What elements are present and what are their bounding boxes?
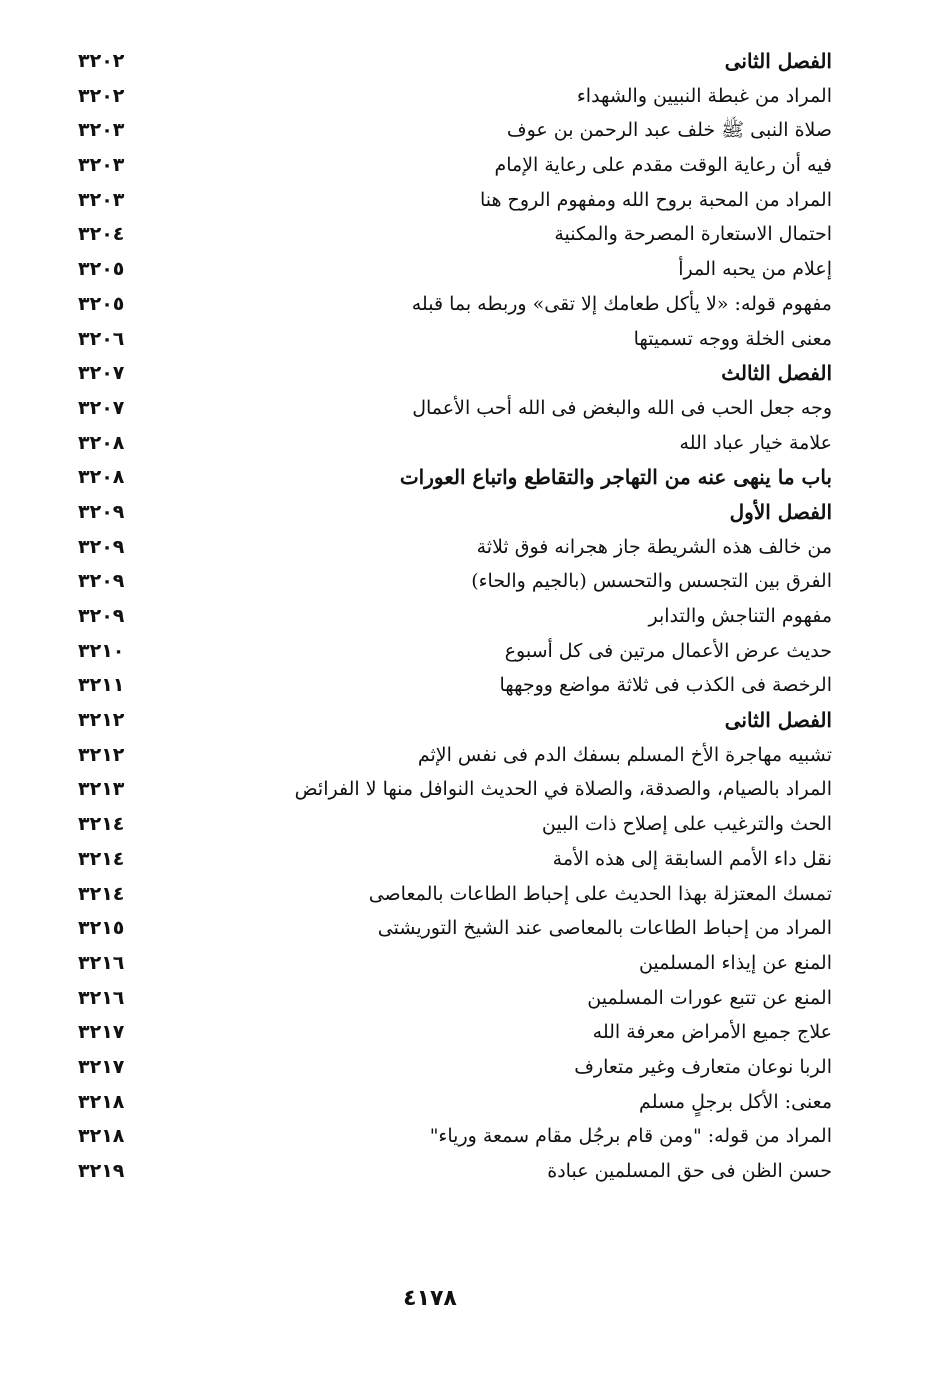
entry-page-number: ٣٢٠٣: [78, 154, 125, 177]
entry-page-number: ٣٢٠٨: [78, 466, 125, 489]
entry-title: الربا نوعان متعارف وغير متعارف: [574, 1055, 832, 1078]
toc-entry: [70, 981, 832, 1016]
entry-title: المنع عن تتبع عورات المسلمين: [587, 986, 832, 1009]
entry-page-number: ٣٢١٩: [78, 1160, 125, 1182]
entry-page-number: ٣٢٠٩: [78, 500, 125, 523]
entry-page-number: ٣٢٠٣: [78, 119, 125, 142]
entry-title: باب ما ينهى عنه من التهاجر والتقاطع واتباع العورات: [399, 465, 832, 490]
entry-page-number: ٣٢٠٢: [78, 50, 125, 72]
toc-heading: [70, 460, 832, 495]
toc-heading: [70, 703, 832, 738]
entry-title: معنى: الأكل برجلٍ مسلم: [639, 1090, 832, 1113]
entry-title: احتمال الاستعارة المصرحة والمكنية: [554, 223, 832, 246]
entry-page-number: ٣٢٠٥: [78, 292, 125, 315]
toc-entry: [70, 287, 832, 322]
entry-title: الفصل الثانى: [724, 708, 832, 733]
toc-entry: [70, 148, 832, 183]
entry-title: تمسك المعتزلة بهذا الحديث على إحباط الطاعات بالمعاصى: [368, 882, 832, 905]
toc-entry: [70, 1050, 832, 1085]
toc-entry: [70, 738, 832, 773]
entry-title: الفصل الثالث: [721, 361, 832, 386]
entry-page-number: ٣٢٠٧: [78, 362, 125, 385]
entry-title: فيه أن رعاية الوقت مقدم على رعاية الإمام: [494, 154, 832, 177]
entry-page-number: ٣٢١٣: [78, 778, 125, 801]
toc-entry: [70, 1154, 832, 1189]
toc-entry: [70, 426, 832, 461]
toc-entry: [70, 842, 832, 877]
entry-title: الفصل الثانى: [724, 49, 832, 73]
toc-entry: [70, 946, 832, 981]
entry-page-number: ٣٢٠٩: [78, 605, 125, 627]
entry-page-number: ٣٢٠٥: [78, 258, 125, 281]
toc-entry: [70, 183, 832, 218]
toc-entry: [70, 564, 832, 599]
entry-page-number: ٣٢١٢: [78, 709, 125, 732]
entry-page-number: ٣٢٠٣: [78, 188, 125, 211]
toc-entry: [70, 599, 832, 634]
entry-title: المراد من المحبة بروح الله ومفهوم الروح هنا: [479, 188, 832, 211]
entry-title: المراد من قوله: "ومن قام برجُل مقام سمعة ورياء": [429, 1125, 832, 1148]
toc-entry: [70, 79, 832, 114]
toc-entry: [70, 391, 832, 426]
toc-entry: [70, 322, 832, 357]
toc-entry: [70, 1119, 832, 1154]
entry-page-number: ٣٢١٧: [78, 1021, 125, 1044]
toc-entry: [70, 530, 832, 565]
entry-title: المراد من غبطة النبيين والشهداء: [576, 84, 832, 107]
entry-page-number: ٣٢١٧: [78, 1055, 125, 1078]
table-of-contents: [70, 44, 832, 1189]
toc-entry: [70, 668, 832, 703]
entry-title: الفرق بين التجسس والتحسس (بالجيم والحاء): [471, 570, 832, 593]
entry-page-number: ٣٢١٤: [78, 813, 125, 836]
toc-entry: [70, 217, 832, 252]
entry-title: الحث والترغيب على إصلاح ذات البين: [541, 813, 832, 836]
entry-title: الرخصة فى الكذب فى ثلاثة مواضع ووجهها: [499, 674, 832, 697]
entry-title: صلاة النبى ﷺ خلف عبد الرحمن بن عوف: [506, 119, 832, 142]
entry-page-number: ٣٢٠٧: [78, 396, 125, 419]
entry-title: علاج جميع الأمراض معرفة الله: [592, 1021, 832, 1044]
page-number: ٤١٧٨: [403, 1286, 457, 1311]
toc-entry: [70, 1085, 832, 1120]
toc-heading: [70, 44, 832, 79]
entry-page-number: ٣٢١٤: [78, 882, 125, 905]
toc-entry: [70, 634, 832, 669]
entry-page-number: ٣٢١٨: [78, 1125, 125, 1148]
toc-entry: [70, 252, 832, 287]
entry-title: المنع عن إيذاء المسلمين: [638, 951, 832, 974]
entry-title: من خالف هذه الشريطة جاز هجرانه فوق ثلاثة: [476, 535, 832, 558]
entry-title: المراد من إحباط الطاعات بالمعاصى عند الشيخ التوريشتى: [377, 917, 832, 940]
toc-entry: [70, 911, 832, 946]
toc-entry: [70, 877, 832, 912]
entry-title: نقل داء الأمم السابقة إلى هذه الأمة: [552, 847, 832, 870]
entry-page-number: ٣٢٠٤: [78, 223, 125, 246]
entry-title: المراد بالصيام، والصدقة، والصلاة في الحديث النوافل منها لا الفرائض: [294, 778, 832, 801]
entry-page-number: ٣٢١٨: [78, 1090, 125, 1113]
toc-heading: [70, 495, 832, 530]
toc-entry: [70, 807, 832, 842]
entry-page-number: ٣٢١٦: [78, 986, 125, 1009]
entry-title: تشبيه مهاجرة الأخ المسلم بسفك الدم فى نفس الإثم: [417, 743, 832, 766]
entry-title: إعلام من يحبه المرأ: [678, 258, 832, 281]
entry-page-number: ٣٢٠٢: [78, 84, 125, 107]
entry-title: مفهوم قوله: «لا يأكل طعامك إلا تقى» وربطه بما قبله: [411, 292, 832, 315]
entry-page-number: ٣٢١٢: [78, 743, 125, 766]
entry-page-number: ٣٢١٥: [78, 917, 125, 940]
toc-entry: [70, 1015, 832, 1050]
entry-page-number: ٣٢١١: [78, 674, 125, 697]
entry-title: معنى الخلة ووجه تسميتها: [633, 327, 832, 350]
entry-title: حديث عرض الأعمال مرتين فى كل أسبوع: [504, 639, 832, 662]
entry-page-number: ٣٢١٠: [78, 639, 125, 662]
entry-title: مفهوم التناجش والتدابر: [648, 605, 832, 627]
entry-page-number: ٣٢٠٩: [78, 535, 125, 558]
entry-page-number: ٣٢٠٩: [78, 570, 125, 593]
entry-title: وجه جعل الحب فى الله والبغض فى الله أحب الأعمال: [412, 396, 832, 419]
entry-title: حسن الظن فى حق المسلمين عبادة: [547, 1160, 832, 1182]
entry-page-number: ٣٢٠٨: [78, 431, 125, 454]
entry-page-number: ٣٢١٤: [78, 847, 125, 870]
toc-entry: [70, 113, 832, 148]
toc-heading: [70, 356, 832, 391]
entry-page-number: ٣٢١٦: [78, 951, 125, 974]
entry-page-number: ٣٢٠٦: [78, 327, 125, 350]
entry-title: الفصل الأول: [729, 499, 832, 524]
entry-title: علامة خيار عباد الله: [679, 431, 832, 454]
toc-entry: [70, 772, 832, 807]
